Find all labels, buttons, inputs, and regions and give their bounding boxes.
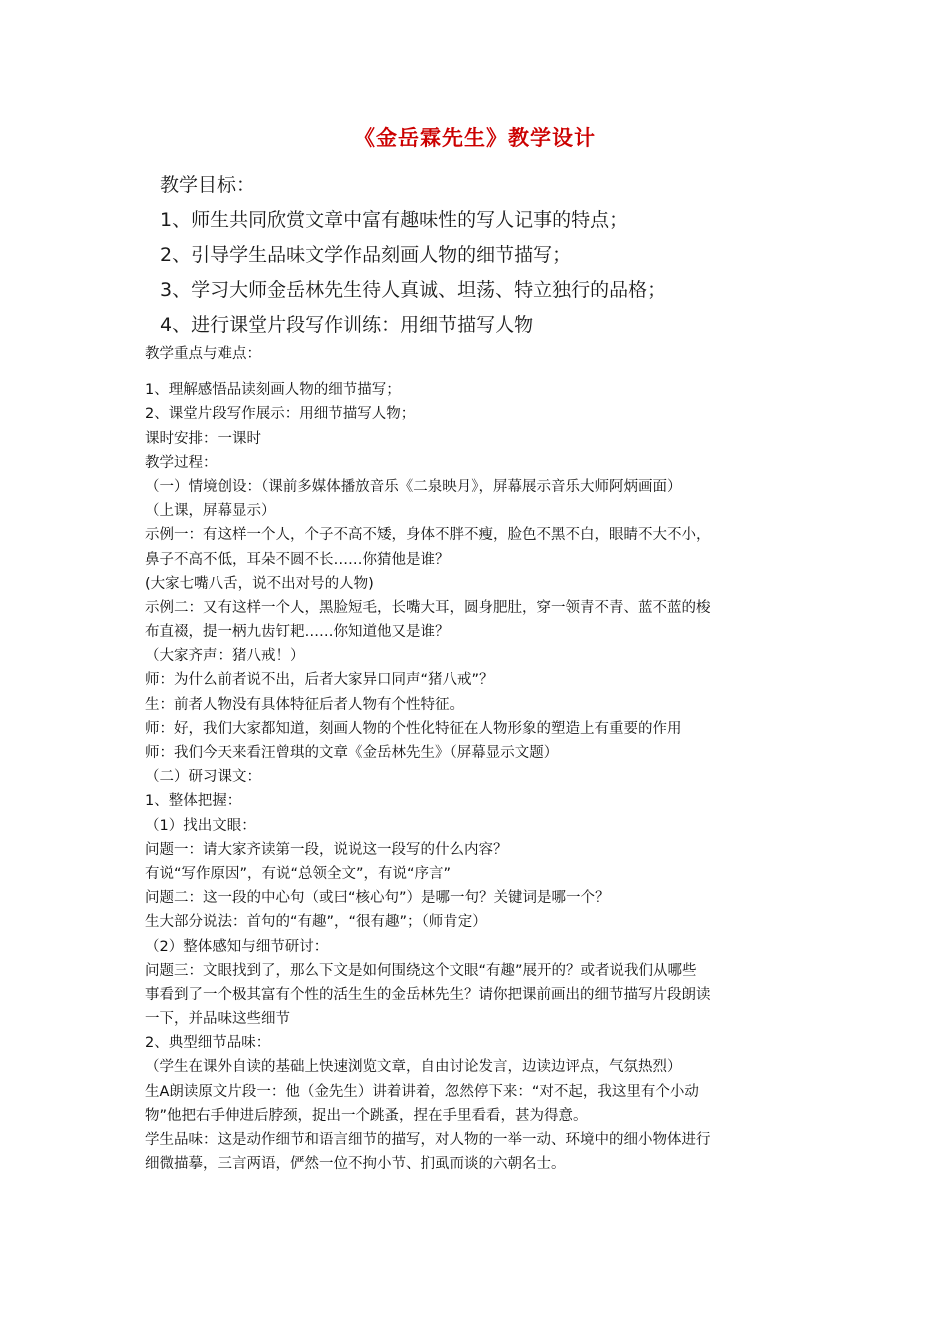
- document-body: [145, 342, 805, 1176]
- body-line: （大家齐声：猪八戒！）: [145, 648, 305, 665]
- body-line: 有说“写作原因”，有说“总领全文”，有说“序言”: [145, 865, 452, 882]
- body-line: 1、理解感悟品读刻画人物的细节描写；: [145, 382, 401, 399]
- body-line: （学生在课外自读的基础上快速浏览文章，自由讨论发言，边读边评点，气氛热烈）: [145, 1059, 682, 1076]
- document-title: 《金岳霖先生》教学设计: [354, 126, 596, 150]
- body-line: 事看到了一个极其富有个性的活生生的金岳林先生？请你把课前画出的细节描写片段朗读: [145, 986, 711, 1003]
- objective-item: 1、师生共同欣赏文章中富有趣味性的写人记事的特点；: [160, 209, 629, 231]
- body-line: 教学过程：: [145, 454, 218, 471]
- body-line: 2、典型细节品味：: [145, 1035, 271, 1052]
- body-line: 师：我们今天来看汪曾琪的文章《金岳林先生》（屏幕显示文题）: [145, 745, 559, 761]
- body-line: （上课，屏幕显示）: [145, 503, 276, 520]
- body-line: (大家七嘴八舌，说不出对号的人物): [145, 575, 374, 592]
- body-line: 1、整体把握：: [145, 793, 242, 810]
- body-line: 鼻子不高不低，耳朵不圆不长……你猜他是谁？: [145, 551, 450, 568]
- teaching-objectives: [160, 168, 860, 343]
- body-line: 物”他把右手伸进后脖颈，捉出一个跳蚤，捏在手里看看，甚为得意。: [145, 1107, 588, 1124]
- paragraph-gap: [145, 366, 805, 378]
- body-line: 布直裰，提一柄九齿钉耙……你知道他又是谁？: [145, 624, 450, 641]
- body-line: 师：好，我们大家都知道，刻画人物的个性化特征在人物形象的塑造上有重要的作用: [145, 720, 682, 737]
- body-line: 2、课堂片段写作展示：用细节描写人物；: [145, 406, 416, 423]
- objective-item: 4、进行课堂片段写作训练：用细节描写人物: [160, 314, 534, 336]
- body-line: 生大部分说法：首句的“有趣”，“很有趣”；（师肯定）: [145, 914, 487, 931]
- body-line: 课时安排：一课时: [145, 430, 261, 447]
- objective-item: 3、学习大师金岳林先生待人真诚、坦荡、特立独行的品格；: [160, 279, 667, 301]
- body-line: （二）研习课文：: [145, 769, 261, 786]
- body-line: 问题二：这一段的中心句（或曰“核心句”）是哪一句？关键词是哪一个？: [145, 890, 610, 907]
- body-line: 一下，并品味这些细节: [145, 1011, 290, 1028]
- body-line: 示例一：有这样一个人，个子不高不矮，身体不胖不瘦，脸色不黑不白，眼睛不大不小，: [145, 527, 711, 544]
- body-line: 细微描摹，三言两语，俨然一位不拘小节、扪虱而谈的六朝名士。: [145, 1156, 566, 1173]
- body-line: 问题一：请大家齐读第一段，说说这一段写的什么内容？: [145, 841, 508, 858]
- body-line: （1）找出文眼：: [145, 817, 256, 834]
- objective-item: 2、引导学生品味文学作品刻画人物的细节描写；: [160, 244, 572, 266]
- body-line: 师：为什么前者说不出，后者大家异口同声“猪八戒”？: [145, 672, 494, 689]
- body-line: 问题三：文眼找到了，那么下文是如何围绕这个文眼“有趣”展开的？或者说我们从哪些: [145, 962, 697, 979]
- objectives-heading: 教学目标：: [160, 174, 256, 196]
- body-line: 示例二：又有这样一个人，黑脸短毛，长嘴大耳，圆身肥肚，穿一领青不青、蓝不蓝的梭: [145, 599, 711, 616]
- body-line: （2）整体感知与细节研讨：: [145, 938, 329, 955]
- body-line: （一）情境创设：（课前多媒体播放音乐《二泉映月》，屏幕展示音乐大师阿炳画面）: [145, 478, 682, 495]
- body-line: 生A朗读原文片段一：他（金先生）讲着讲着，忽然停下来：“对不起，我这里有个小动: [145, 1083, 699, 1100]
- body-line: 生：前者人物没有具体特征后者人物有个性特征。: [145, 696, 464, 713]
- key-points-heading: 教学重点与难点：: [145, 346, 261, 362]
- body-line: 学生品味：这是动作细节和语言细节的描写，对人物的一举一动、环境中的细小物体进行: [145, 1132, 711, 1148]
